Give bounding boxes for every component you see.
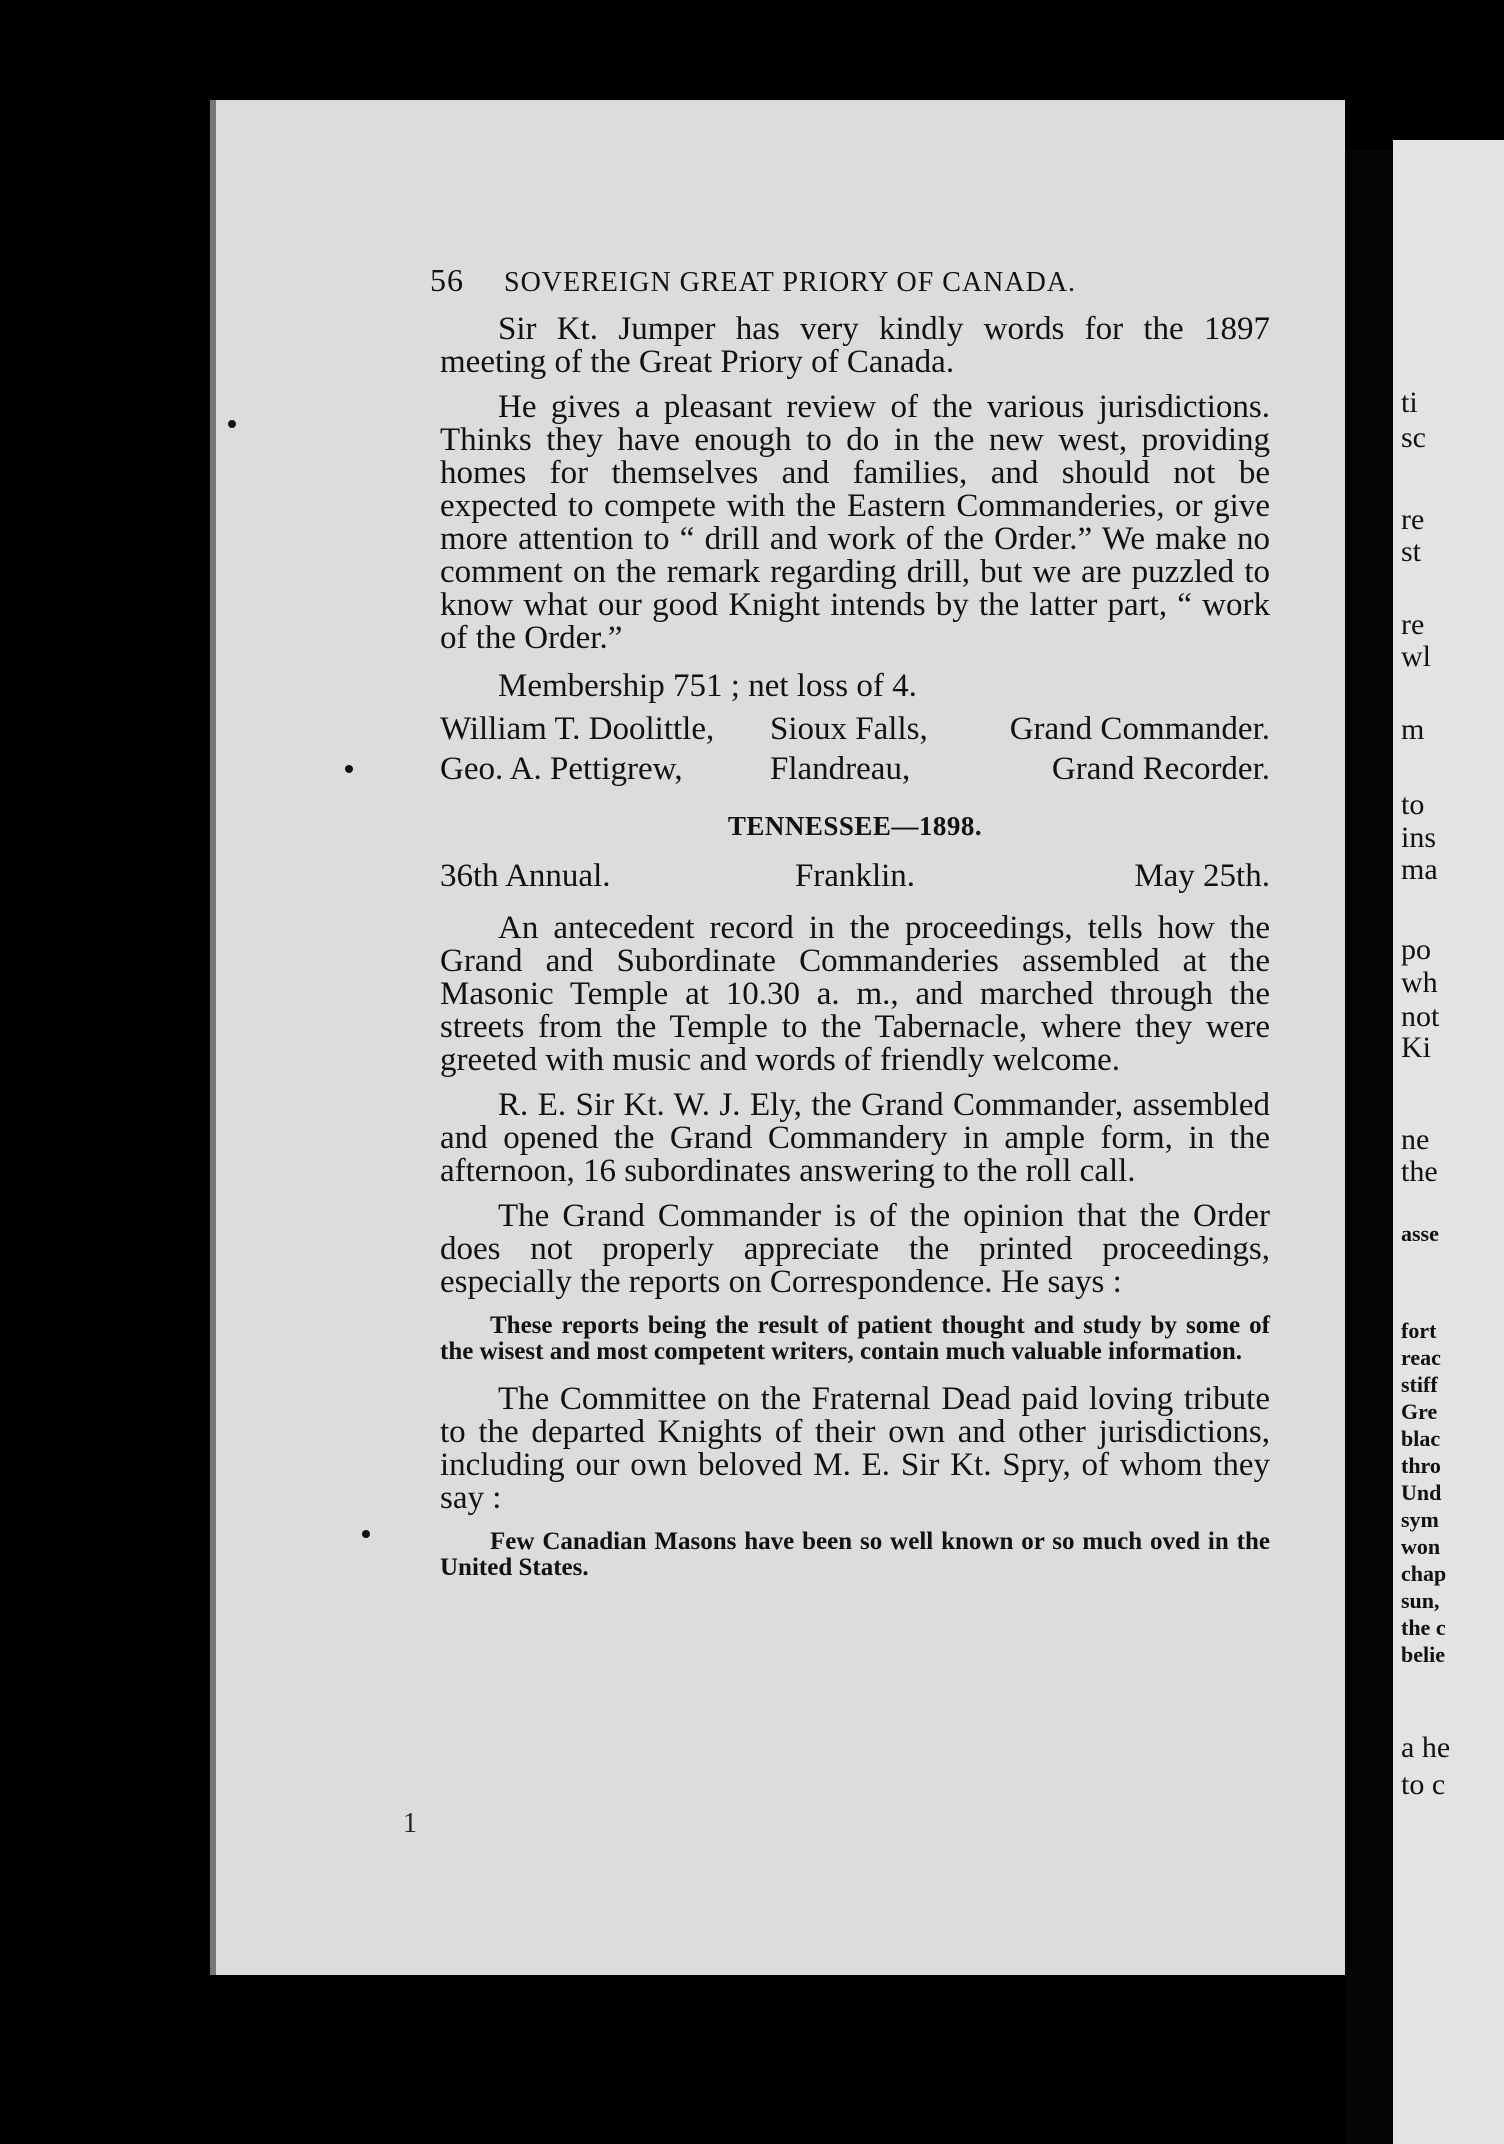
right-page-fragment bbox=[1393, 140, 1504, 2144]
footer-mark: 1 bbox=[403, 1808, 417, 1839]
paragraph: R. E. Sir Kt. W. J. Ely, the Grand Commander, assembled and opened the Grand Commandery in ample form, in the afternoon, 16 subordinates answering to the roll call. bbox=[440, 1087, 1270, 1189]
right-page-text: blac bbox=[1401, 1426, 1441, 1451]
meeting-place: Franklin. bbox=[794, 858, 916, 894]
officer-city: Sioux Falls, bbox=[770, 711, 928, 747]
right-page-text: re bbox=[1401, 608, 1425, 641]
right-page-text: m bbox=[1401, 713, 1425, 746]
right-page-text: sc bbox=[1401, 421, 1426, 454]
block-quote: Few Canadian Masons have been so well known or so much oved in the United States. bbox=[440, 1528, 1270, 1581]
right-page-text: ti bbox=[1401, 386, 1418, 419]
right-page-text: fort bbox=[1401, 1318, 1437, 1343]
right-page-text: not bbox=[1401, 1000, 1440, 1033]
book-gutter bbox=[1345, 150, 1393, 2144]
block-quote: These reports being the result of patient thought and study by some of the wisest and most competent writers, contain much valuable information. bbox=[440, 1312, 1270, 1365]
paragraph: Sir Kt. Jumper has very kindly words for the 1897 meeting of the Great Priory of Canada. bbox=[440, 311, 1270, 380]
right-page-text: asse bbox=[1401, 1221, 1439, 1246]
right-page-text: thro bbox=[1401, 1453, 1441, 1478]
officer-name: William T. Doolittle, bbox=[440, 711, 715, 747]
right-page-text: the c bbox=[1401, 1615, 1446, 1640]
right-page-text: wh bbox=[1401, 966, 1438, 999]
right-page-text: ins bbox=[1401, 821, 1437, 854]
page-body bbox=[430, 262, 1270, 1599]
membership-line: Membership 751 ; net loss of 4. bbox=[498, 668, 917, 704]
meeting-date: May 25th. bbox=[1134, 858, 1270, 894]
right-page-text: the bbox=[1401, 1155, 1438, 1188]
paragraph: An antecedent record in the proceedings, tells how the Grand and Subordinate Commanderies assembled at the Masonic Temple at 10.30 a. m., and marched through the streets from the Temple to the Tabernacle, where they were greeted with music and words of friendly welcome. bbox=[440, 910, 1270, 1078]
running-head bbox=[430, 262, 1270, 299]
right-page-text: st bbox=[1401, 535, 1422, 568]
right-page-text: a he bbox=[1401, 1731, 1451, 1764]
right-page-text: chap bbox=[1401, 1561, 1447, 1586]
paragraph: He gives a pleasant review of the various jurisdictions. Thinks they have enough to do in the new west, providing homes for themselves and families, and should not be expected to compete with the Eastern Commanderies, or give more attention to “ drill and work of the Order.” We make no comment on the remark regarding drill, but we are puzzled to know what our good Knight intends by the latter part, “ work of the Order.” bbox=[440, 389, 1270, 656]
right-page-text: re bbox=[1401, 503, 1425, 536]
ink-speck bbox=[228, 420, 236, 428]
right-page-text: stiff bbox=[1401, 1372, 1438, 1397]
right-page-text: sun, bbox=[1401, 1588, 1440, 1613]
officer-name: Geo. A. Pettigrew, bbox=[440, 751, 683, 787]
officer-city: Flandreau, bbox=[770, 751, 911, 787]
meeting-annual: 36th Annual. bbox=[440, 858, 611, 894]
right-page-text: po bbox=[1401, 933, 1431, 966]
running-title: SOVEREIGN GREAT PRIORY OF CANADA. bbox=[504, 267, 1077, 298]
right-page-text: belie bbox=[1401, 1642, 1445, 1667]
right-page-text: Und bbox=[1401, 1480, 1442, 1505]
right-page-text: Gre bbox=[1401, 1399, 1438, 1424]
meeting-info bbox=[440, 856, 1270, 896]
right-page-text: to c bbox=[1401, 1768, 1446, 1801]
page-number: 56 bbox=[430, 262, 464, 298]
paragraph: The Grand Commander is of the opinion that the Order does not properly appreciate the printed proceedings, especially the reports on Correspondence. He says : bbox=[440, 1198, 1270, 1300]
officer-row bbox=[440, 749, 1270, 789]
right-page-text: Ki bbox=[1401, 1031, 1431, 1064]
right-page-text: sym bbox=[1401, 1507, 1439, 1532]
section-heading: TENNESSEE—1898. bbox=[727, 811, 983, 841]
ink-speck bbox=[362, 1530, 370, 1538]
right-page-text: reac bbox=[1401, 1345, 1441, 1370]
right-page-text: ma bbox=[1401, 853, 1438, 886]
right-page-text: to bbox=[1401, 788, 1425, 821]
paragraph: The Committee on the Fraternal Dead paid loving tribute to the departed Knights of their own and other jurisdictions, including our own beloved M. E. Sir Kt. Spry, of whom they say : bbox=[440, 1381, 1270, 1516]
officer-row bbox=[440, 709, 1270, 749]
right-page-text: wl bbox=[1401, 640, 1431, 673]
right-page-text: ne bbox=[1401, 1123, 1430, 1156]
officer-role: Grand Commander. bbox=[1009, 711, 1270, 747]
right-page-text: won bbox=[1401, 1534, 1441, 1559]
ink-speck bbox=[345, 765, 353, 773]
officer-role: Grand Recorder. bbox=[1051, 751, 1270, 787]
